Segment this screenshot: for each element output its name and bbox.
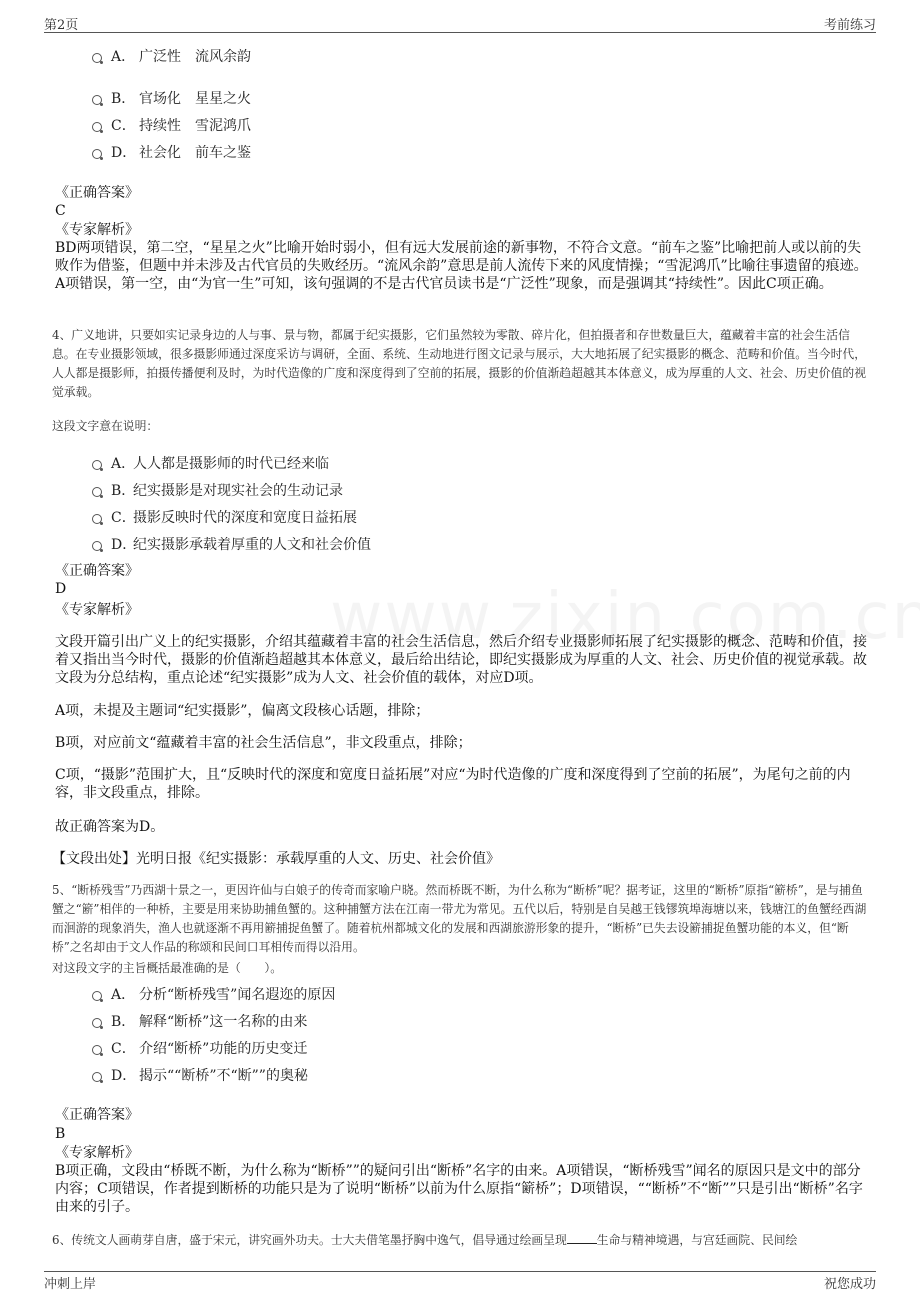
q3-option-d[interactable]: D． 社会化 前车之鉴 xyxy=(92,142,251,162)
footer-left: 冲刺上岸 xyxy=(44,1277,97,1292)
radio-icon[interactable] xyxy=(92,460,102,470)
header-title: 考前练习 xyxy=(823,18,876,33)
radio-icon[interactable] xyxy=(92,541,102,551)
radio-icon[interactable] xyxy=(92,1072,102,1082)
radio-icon[interactable] xyxy=(92,95,102,105)
q4-analysis-4: C项，“摄影”范围扩大，且“反映时代的深度和宽度日益拓展”对应“为时代造像的广度和深度得到了空前的拓展”，为尾句之前的内容，非文段重点，排除。 xyxy=(55,767,851,801)
q5-option-c[interactable]: C． 介绍“断桥”功能的历史变迁 xyxy=(92,1038,307,1058)
q3-option-b[interactable]: B． 官场化 星星之火 xyxy=(92,88,251,108)
q3-analysis: BD两项错误，第二空，“星星之火”比喻开始时弱小，但有远大发展前途的新事物，不符合文意。“前车之鉴”比喻把前人或以前的失败作为借鉴，但题中并未涉及古代官员的失败经历。“流风余韵”意思是前人流传下来的风度情操；“雪泥鸿爪”比喻往事遗留的痕迹。A项错误，第一空，由“为官一生”可知，该句强调的不是古代官员读书是“广泛性”现象，而是强调其“持续性”。因此C项正确。 xyxy=(55,240,868,292)
q4-analysis-3: B项，对应前文“蕴藏着丰富的社会生活信息”，非文段重点，排除； xyxy=(55,735,472,751)
q4-analysis-5: 故正确答案为D。 xyxy=(55,819,165,835)
page-footer xyxy=(44,1271,876,1292)
q6-text-after: 生命与精神境遇，与宫廷画院、民间绘 xyxy=(596,1233,798,1247)
q4-analysis-1: 文段开篇引出广义上的纪实摄影，介绍其蕴藏着丰富的社会生活信息，然后介绍专业摄影师拓展了纪实摄影的概念、范畴和价值，接着又指出当今时代，摄影的价值渐趋超越其本体意义，最后给出结论，即纪实摄影成为厚重的人文、社会、历史价值的视觉承载。故文段为分总结构，重点论述“纪实摄影”成为人文、社会价值的载体，对应D项。 xyxy=(55,634,867,686)
q4-answer: D xyxy=(55,581,67,597)
q5-analysis: B项正确，文段由“桥既不断，为什么称为“断桥””的疑问引出“断桥”名字的由来。A项错误，“断桥残雪”闻名的原因只是文中的部分内容；C项错误，作者提到断桥的功能只是为了说明“断桥”以前为什么原指“簖桥”；D项错误，““断桥”不“断””只是引出“断桥”名字由来的引子。 xyxy=(55,1163,863,1215)
q3-answer: C xyxy=(55,203,66,219)
radio-icon[interactable] xyxy=(92,149,102,159)
q6-text-before: 6、传统文人画萌芽自唐，盛于宋元，讲究画外功夫。士大夫借笔墨抒胸中逸气，倡导通过绘画呈现 xyxy=(52,1233,567,1247)
q5-analysis-label: 《专家解析》 xyxy=(55,1145,139,1161)
footer-right: 祝您成功 xyxy=(823,1277,876,1292)
radio-icon[interactable] xyxy=(92,1018,102,1028)
radio-icon[interactable] xyxy=(92,53,102,63)
q3-answer-label: 《正确答案》 xyxy=(55,185,139,201)
q5-text: 5、“断桥残雪”乃西湖十景之一，更因许仙与白娘子的传奇而家喻户晓。然而桥既不断，为什么称为“断桥”呢？据考证，这里的“断桥”原指“簖桥”，是与捕鱼蟹之“簖”相伴的一种桥，主要是用来协助捕鱼蟹的。这种捕蟹方法在江南一带尤为常见。五代以后，特别是自吴越王钱镠筑埠海塘以来，钱塘江的鱼蟹经西湖而洄游的现象消失，渔人也就逐渐不再用簖捕捉鱼蟹了。随着杭州都城文化的发展和西湖旅游形象的提升，“断桥”已失去设簖捕捉鱼蟹功能的本义，但“断桥”之名却由于文人作品的称颂和民间口耳相传而得以沿用。 xyxy=(52,883,867,954)
q4-source: 【文段出处】光明日报《纪实摄影：承载厚重的人文、历史、社会价值》 xyxy=(52,851,500,867)
q5-option-d[interactable]: D． 揭示““断桥”不“断””的奥秘 xyxy=(92,1065,308,1085)
page-number: 第2页 xyxy=(44,18,79,33)
q3-analysis-label: 《专家解析》 xyxy=(55,222,139,238)
radio-icon[interactable] xyxy=(92,487,102,497)
q5-option-b[interactable]: B． 解释“断桥”这一名称的由来 xyxy=(92,1011,307,1031)
q5-answer: B xyxy=(55,1126,66,1142)
q4-option-d[interactable]: D． 纪实摄影承载着厚重的人文和社会价值 xyxy=(92,534,371,554)
radio-icon[interactable] xyxy=(92,514,102,524)
answer-blank xyxy=(567,1231,597,1244)
q3-option-c[interactable]: C． 持续性 雪泥鸿爪 xyxy=(92,115,251,135)
q4-text: 4、广义地讲，只要如实记录身边的人与事、景与物，都属于纪实摄影，它们虽然较为零散、碎片化，但拍摄者和存世数量巨大，蕴藏着丰富的社会生活信息。在专业摄影领域，很多摄影师通过深度采访与调研，全面、系统、生动地进行图文记录与展示，大大地拓展了纪实摄影的概念、范畴和价值。当今时代，人人都是摄影师，拍摄传播便利及时，为时代造像的广度和深度得到了空前的拓展，摄影的价值渐趋超越其本体意义，成为厚重的人文、社会、历史价值的视觉承载。 xyxy=(52,328,866,399)
q6-text xyxy=(52,1231,872,1250)
q5-answer-label: 《正确答案》 xyxy=(55,1107,139,1123)
q4-option-c[interactable]: C． 摄影反映时代的深度和宽度日益拓展 xyxy=(92,507,357,527)
q4-answer-label: 《正确答案》 xyxy=(55,563,139,579)
q4-option-b[interactable]: B． 纪实摄影是对现实社会的生动记录 xyxy=(92,480,343,500)
q4-analysis-label: 《专家解析》 xyxy=(55,602,139,618)
q4-option-a[interactable]: A． 人人都是摄影师的时代已经来临 xyxy=(92,453,329,473)
q4-analysis-2: A项，未提及主题词“纪实摄影”，偏离文段核心话题，排除； xyxy=(55,703,430,719)
radio-icon[interactable] xyxy=(92,122,102,132)
radio-icon[interactable] xyxy=(92,991,102,1001)
radio-icon[interactable] xyxy=(92,1045,102,1055)
q5-option-a[interactable]: A． 分析“断桥残雪”闻名遐迩的原因 xyxy=(92,984,335,1004)
page-header xyxy=(44,14,876,33)
q4-prompt: 这段文字意在说明： xyxy=(52,419,159,433)
q5-prompt: 对这段文字的主旨概括最准确的是（ ）。 xyxy=(52,961,283,975)
q3-option-a[interactable]: A． 广泛性 流风余韵 xyxy=(92,46,251,66)
